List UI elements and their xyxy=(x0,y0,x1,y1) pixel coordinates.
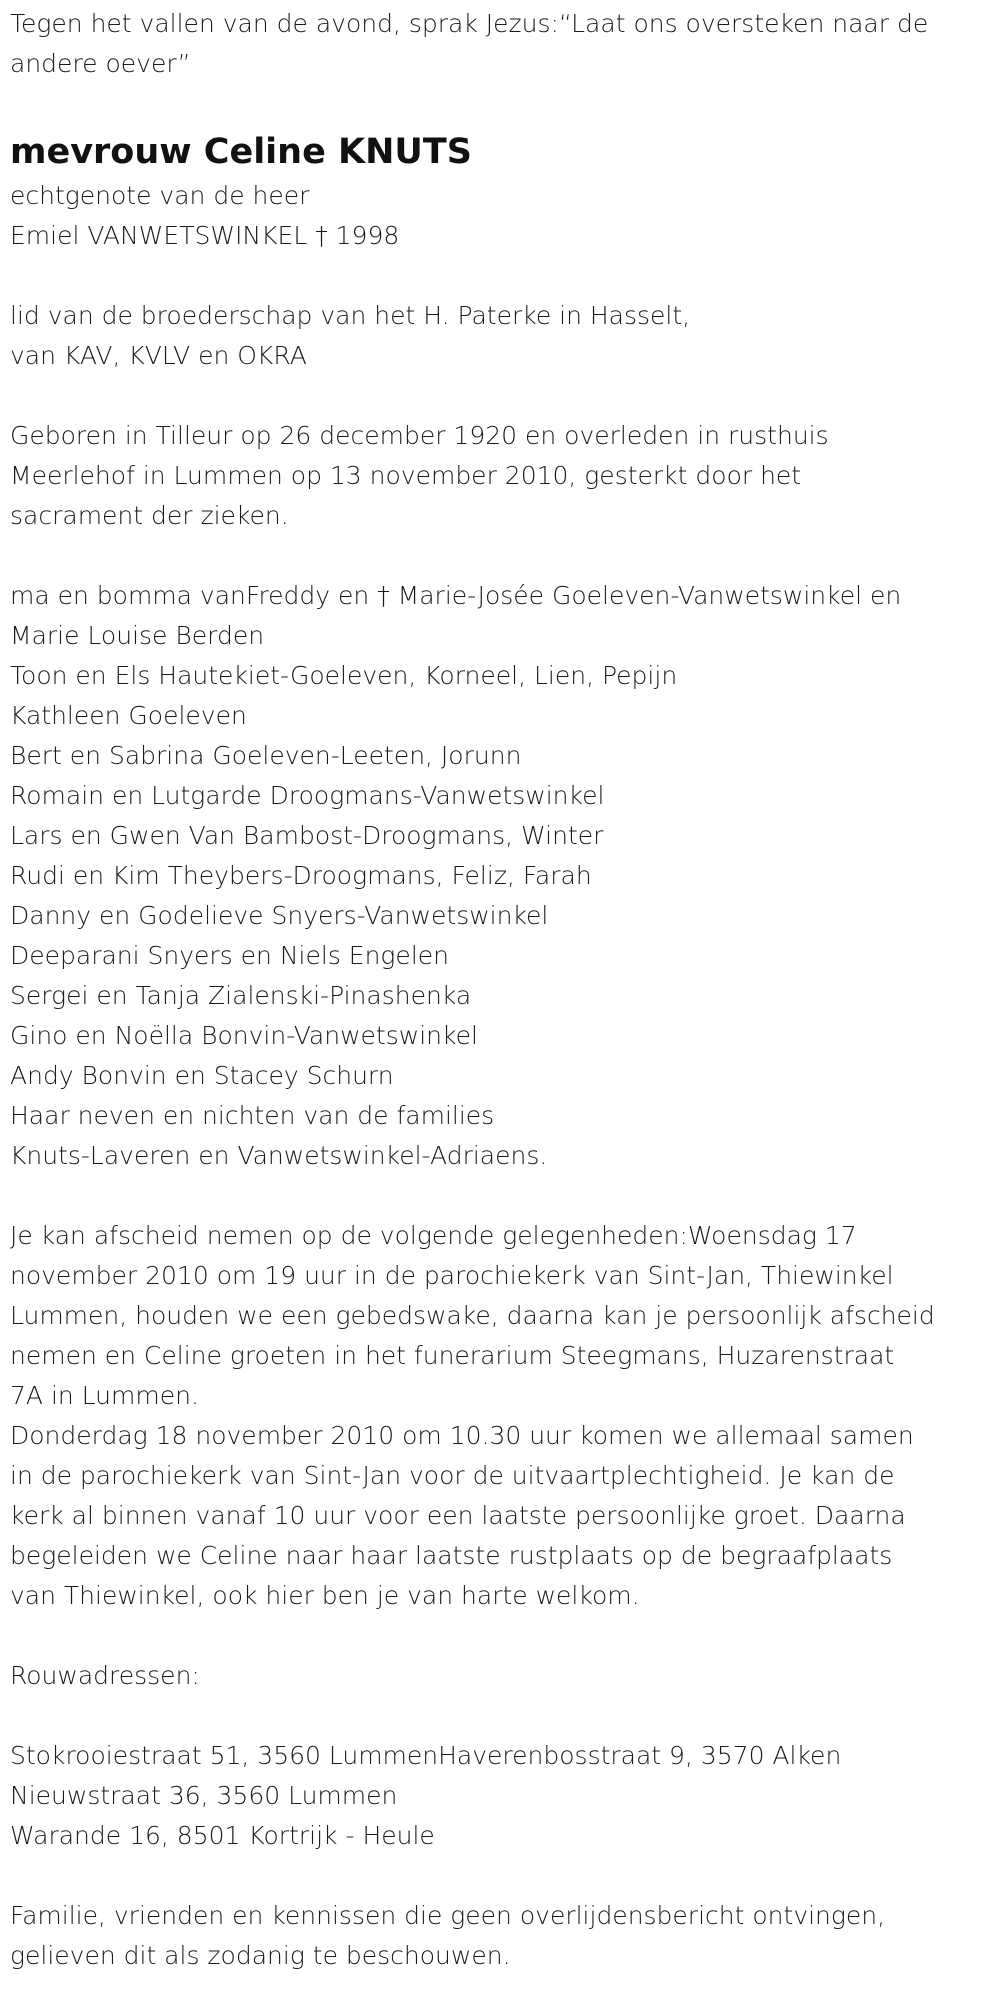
spacer xyxy=(10,1856,995,1896)
family-line: Rudi en Kim Theybers-Droogmans, Feliz, Farah xyxy=(10,861,592,890)
quote-line: Tegen het vallen van de avond, sprak Jezus:“Laat ons oversteken naar de xyxy=(10,9,929,38)
spacer xyxy=(10,1616,995,1656)
birth-death-line: Geboren in Tilleur op 26 december 1920 en overleden in rusthuis xyxy=(10,421,829,450)
farewell-line: kerk al binnen vanaf 10 uur voor een laatste persoonlijke groet. Daarna xyxy=(10,1501,906,1530)
farewell-line: Je kan afscheid nemen op de volgende gelegenheden:Woensdag 17 xyxy=(10,1221,857,1250)
family-line: ma en bomma vanFreddy en † Marie-Josée Goeleven-Vanwetswinkel en xyxy=(10,581,902,610)
closing-section xyxy=(10,1896,995,1976)
spouse-line: Emiel VANWETSWINKEL † 1998 xyxy=(10,221,400,250)
farewell-line: nemen en Celine groeten in het funerarium Steegmans, Huzarenstraat xyxy=(10,1341,895,1370)
farewell-line: van Thiewinkel, ook hier ben je van harte welkom. xyxy=(10,1581,640,1610)
obituary-document xyxy=(10,0,995,1976)
farewell-line: 7A in Lummen. xyxy=(10,1381,199,1410)
family-line: Sergei en Tanja Zialenski-Pinashenka xyxy=(10,981,472,1010)
farewell-section xyxy=(10,1216,995,1616)
addresses-heading: Rouwadressen: xyxy=(10,1661,200,1690)
family-line: Bert en Sabrina Goeleven-Leeten, Jorunn xyxy=(10,741,522,770)
spacer xyxy=(10,536,995,576)
family-line: Gino en Noëlla Bonvin-Vanwetswinkel xyxy=(10,1021,478,1050)
farewell-line: Donderdag 18 november 2010 om 10.30 uur komen we allemaal samen xyxy=(10,1421,914,1450)
spouse-line: echtgenote van de heer xyxy=(10,181,310,210)
deceased-name: mevrouw Celine KNUTS xyxy=(10,132,472,172)
membership-section xyxy=(10,296,995,376)
family-line: Romain en Lutgarde Droogmans-Vanwetswinkel xyxy=(10,781,605,810)
birth-death-section xyxy=(10,416,995,536)
family-line: Haar neven en nichten van de families xyxy=(10,1101,495,1130)
birth-death-line: Meerlehof in Lummen op 13 november 2010, gesterkt door het xyxy=(10,461,802,490)
spacer xyxy=(10,376,995,416)
family-line: Kathleen Goeleven xyxy=(10,701,247,730)
family-line: Danny en Godelieve Snyers-Vanwetswinkel xyxy=(10,901,549,930)
family-line: Toon en Els Hautekiet-Goeleven, Korneel, Lien, Pepijn xyxy=(10,661,678,690)
spacer xyxy=(10,1696,995,1736)
family-line: Knuts-Laveren en Vanwetswinkel-Adriaens. xyxy=(10,1141,548,1170)
quote-line: andere oever” xyxy=(10,49,191,78)
membership-line: lid van de broederschap van het H. Paterke in Hasselt, xyxy=(10,301,691,330)
family-line: Lars en Gwen Van Bambost-Droogmans, Winter xyxy=(10,821,604,850)
farewell-line: in de parochiekerk van Sint-Jan voor de uitvaartplechtigheid. Je kan de xyxy=(10,1461,895,1490)
farewell-line: Lummen, houden we een gebedswake, daarna kan je persoonlijk afscheid xyxy=(10,1301,935,1330)
farewell-line: november 2010 om 19 uur in de parochiekerk van Sint-Jan, Thiewinkel xyxy=(10,1261,894,1290)
family-section xyxy=(10,576,995,1176)
family-line: Deeparani Snyers en Niels Engelen xyxy=(10,941,449,970)
bible-quote xyxy=(10,4,995,84)
spacer xyxy=(10,256,995,296)
spacer xyxy=(10,1176,995,1216)
addresses-section xyxy=(10,1736,995,1856)
membership-line: van KAV, KVLV en OKRA xyxy=(10,341,307,370)
farewell-line: begeleiden we Celine naar haar laatste rustplaats op de begraafplaats xyxy=(10,1541,893,1570)
address-line: Warande 16, 8501 Kortrijk - Heule xyxy=(10,1821,435,1850)
address-line: Nieuwstraat 36, 3560 Lummen xyxy=(10,1781,398,1810)
birth-death-line: sacrament der zieken. xyxy=(10,501,289,530)
closing-line: Familie, vrienden en kennissen die geen overlijdensbericht ontvingen, xyxy=(10,1901,886,1930)
closing-line: gelieven dit als zodanig te beschouwen. xyxy=(10,1941,511,1970)
address-line: Stokrooiestraat 51, 3560 LummenHaverenbosstraat 9, 3570 Alken xyxy=(10,1741,842,1770)
family-line: Andy Bonvin en Stacey Schurn xyxy=(10,1061,394,1090)
family-line: Marie Louise Berden xyxy=(10,621,265,650)
spouse-section xyxy=(10,176,995,256)
